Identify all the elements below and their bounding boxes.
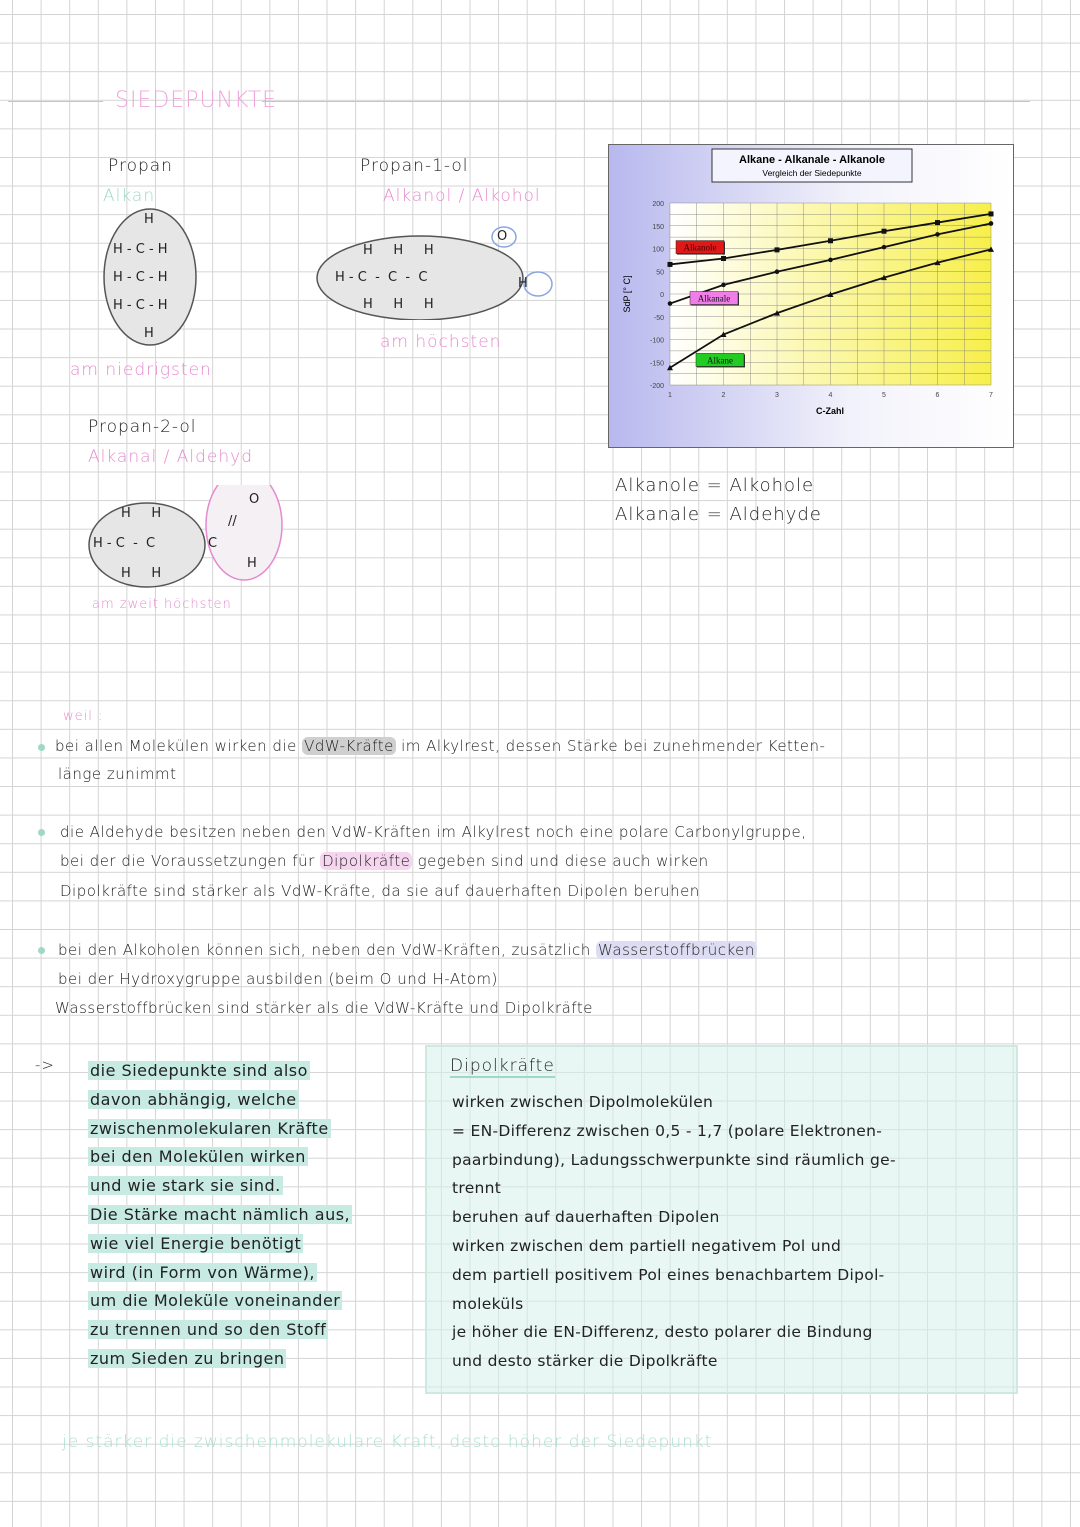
bullet	[38, 744, 45, 751]
data-point	[668, 262, 673, 267]
data-point	[989, 221, 994, 226]
x-tick-label: 6	[935, 392, 940, 399]
data-point	[828, 238, 833, 243]
conclusion-line: zu trennen und so den Stoff	[90, 1320, 327, 1340]
y-tick-label: 200	[652, 201, 664, 208]
conclusion-line: die Siedepunkte sind also	[90, 1061, 308, 1080]
conclusion-line: wie viel Energie benötigt	[90, 1233, 302, 1253]
y-tick-label: 50	[656, 269, 664, 277]
x-tick-label: 7	[989, 392, 993, 399]
atom-row: H - C - C	[93, 536, 156, 551]
conclusion-row	[88, 1316, 352, 1345]
atom-row: H H	[121, 566, 162, 581]
data-point	[721, 256, 726, 261]
reason-3-line-3: Wasserstoffbrücken sind stärker als die VdW-Kräfte und Dipolkräfte	[55, 999, 593, 1017]
text: bei der die Voraussetzungen für	[60, 852, 315, 870]
atom-row: H - C - H	[113, 270, 168, 285]
data-point	[935, 232, 940, 237]
atom-row: H H	[121, 506, 162, 521]
chart-subtitle: Vergleich der Siedepunkte	[762, 168, 862, 178]
conclusion-row	[88, 1259, 352, 1288]
conclusion-row	[88, 1115, 352, 1144]
text: im Alkylrest, dessen Stärke bei zunehmender Ketten-	[401, 737, 826, 755]
reason-3-line-2: bei der Hydroxygruppe ausbilden (beim O und H-Atom)	[58, 970, 498, 988]
x-tick-label: 3	[775, 392, 779, 399]
y-axis-label: SdP [° C]	[622, 275, 632, 313]
text: gegeben sind und diese auch wirken	[417, 852, 709, 870]
series-label: Alkane	[707, 355, 733, 366]
dipol-box-line: und desto stärker die Dipolkräfte	[452, 1352, 718, 1371]
conclusion-row	[88, 1287, 352, 1316]
boiling-point-chart	[608, 144, 1014, 448]
molecule-name-propan: Propan	[108, 156, 173, 176]
bullet	[38, 947, 45, 954]
conclusion-line: wird (in Form von Wärme),	[90, 1262, 316, 1282]
series-label: Alkanale	[697, 293, 731, 304]
data-point	[721, 283, 726, 288]
molecule-name-propan-1-ol: Propan-1-ol	[360, 156, 469, 176]
data-point	[775, 269, 780, 274]
reason-1-line-2: länge zunimmt	[58, 765, 177, 783]
data-point	[882, 229, 887, 234]
molecule-class-propan: Alkan	[103, 186, 156, 206]
conclusion-row	[88, 1057, 352, 1086]
conclusion-row	[88, 1172, 352, 1201]
molecule-class-propan-2-ol: Alkanal / Aldehyd	[88, 447, 253, 467]
x-tick-label: 5	[882, 392, 886, 399]
x-tick-label: 2	[721, 392, 726, 399]
dipol-box-line: dem partiell positivem Pol eines benachbartem Dipol-	[452, 1265, 885, 1284]
note-alkanale: Alkanale = Aldehyde	[615, 504, 822, 525]
highlight-h-bonds: Wasserstoffbrücken	[598, 941, 755, 959]
dipol-box-line: trennt	[452, 1179, 502, 1198]
dipol-box-line: paarbindung), Ladungsschwerpunkte sind räumlich ge-	[452, 1150, 896, 1169]
oxygen-atom: O	[497, 229, 508, 244]
data-point	[935, 220, 940, 225]
molecule-name-propan-2-ol: Propan-2-ol	[88, 417, 197, 437]
atom-row: H - C - H	[113, 242, 168, 257]
summary: je stärker die zwischenmolekulare Kraft, desto höher der Siedepunkt	[62, 1432, 713, 1452]
atom-row: H - C - H	[113, 298, 168, 313]
reason-2-line-1: die Aldehyde besitzen neben den VdW-Kräften im Alkylrest noch eine polare Carbonylgruppe,	[60, 823, 807, 841]
molecule-class-propan-1-ol: Alkanol / Alkohol	[383, 186, 541, 206]
data-point	[775, 247, 780, 252]
rank-propan: am niedrigsten	[70, 360, 212, 380]
conclusion-row	[88, 1230, 352, 1259]
atom-row: H	[144, 326, 154, 341]
reason-2-line-3: Dipolkräfte sind stärker als VdW-Kräfte, da sie auf dauerhaften Dipolen beruhen	[60, 882, 700, 900]
text: bei allen Molekülen wirken die	[55, 737, 297, 755]
highlight-vdw: VdW-Kräfte	[304, 737, 394, 755]
reason-2-line-2	[60, 852, 709, 870]
conclusion-line: und wie stark sie sind.	[90, 1176, 281, 1196]
text: bei den Alkoholen können sich, neben den VdW-Kräften, zusätzlich	[58, 941, 591, 959]
data-point	[882, 245, 887, 250]
atom-row: H H H	[363, 243, 434, 258]
highlight-dipol: Dipolkräfte	[322, 852, 411, 870]
conclusion-line: zum Sieden zu bringen	[90, 1348, 285, 1368]
data-point	[668, 301, 673, 306]
dipol-box-line: moleküls	[452, 1294, 524, 1313]
reason-3-line-1	[58, 941, 757, 959]
x-axis-label: C-Zahl	[816, 406, 844, 416]
y-tick-label: 100	[652, 246, 664, 254]
note-alkanole: Alkanole = Alkohole	[615, 475, 815, 496]
conclusion-line: Die Stärke macht nämlich aus,	[90, 1204, 351, 1224]
x-tick-label: 1	[668, 392, 672, 399]
dipol-box-line: = EN-Differenz zwischen 0,5 - 1,7 (polare Elektronen-	[452, 1121, 883, 1140]
dipol-box-line: beruhen auf dauerhaften Dipolen	[452, 1208, 720, 1227]
y-tick-label: -200	[649, 383, 664, 390]
atom-row: H - C - C - C	[335, 270, 428, 285]
conclusion-row	[88, 1143, 352, 1172]
conclusion-line: bei den Molekülen wirken	[90, 1147, 306, 1167]
bullet	[38, 829, 45, 836]
conclusion-text	[88, 1057, 352, 1374]
title-rule-right	[262, 101, 1030, 102]
hydrogen-atom: H	[247, 556, 257, 571]
title-rule-left	[8, 101, 103, 102]
x-tick-label: 4	[828, 392, 833, 399]
data-point	[828, 258, 833, 263]
hydrogen-atom: H	[518, 276, 528, 291]
page-title: SIEDEPUNKTE	[115, 88, 278, 113]
dipol-box-line: wirken zwischen Dipolmolekülen	[452, 1093, 714, 1111]
data-point	[989, 211, 994, 216]
rank-propan-2-ol: am zweit höchsten	[92, 597, 232, 612]
dipol-box-list	[452, 1088, 896, 1376]
dipol-box-title: Dipolkräfte	[450, 1056, 555, 1078]
y-tick-label: 0	[660, 292, 664, 299]
y-tick-label: -50	[653, 314, 664, 322]
atom-row: H	[144, 212, 154, 227]
rank-propan-1-ol: am höchsten	[380, 332, 502, 352]
dipol-box-line: je höher die EN-Differenz, desto polarer die Bindung	[452, 1323, 873, 1342]
conclusion-line: davon abhängig, welche	[90, 1089, 297, 1109]
arrow: ->	[35, 1056, 55, 1074]
y-tick-label: -150	[649, 360, 664, 368]
atom-row: H H H	[363, 297, 434, 312]
conclusion-line: um die Moleküle voneinander	[90, 1291, 341, 1311]
chart-title: Alkane - Alkanale - Alkanole	[739, 154, 885, 166]
reason-heading: weil :	[63, 709, 104, 724]
conclusion-row	[88, 1345, 352, 1374]
dipol-box-line: wirken zwischen dem partiell negativem Pol und	[452, 1236, 842, 1255]
carbon-atom: C	[208, 536, 218, 551]
y-tick-label: 150	[652, 223, 664, 231]
double-bond: //	[228, 514, 237, 529]
oxygen-atom: O	[249, 492, 260, 507]
conclusion-line: zwischenmolekularen Kräfte	[90, 1118, 329, 1138]
y-tick-label: -100	[649, 337, 664, 345]
reason-1-line-1	[55, 737, 825, 755]
conclusion-row	[88, 1201, 352, 1230]
conclusion-row	[88, 1086, 352, 1115]
series-label: Alkanole	[683, 242, 717, 253]
